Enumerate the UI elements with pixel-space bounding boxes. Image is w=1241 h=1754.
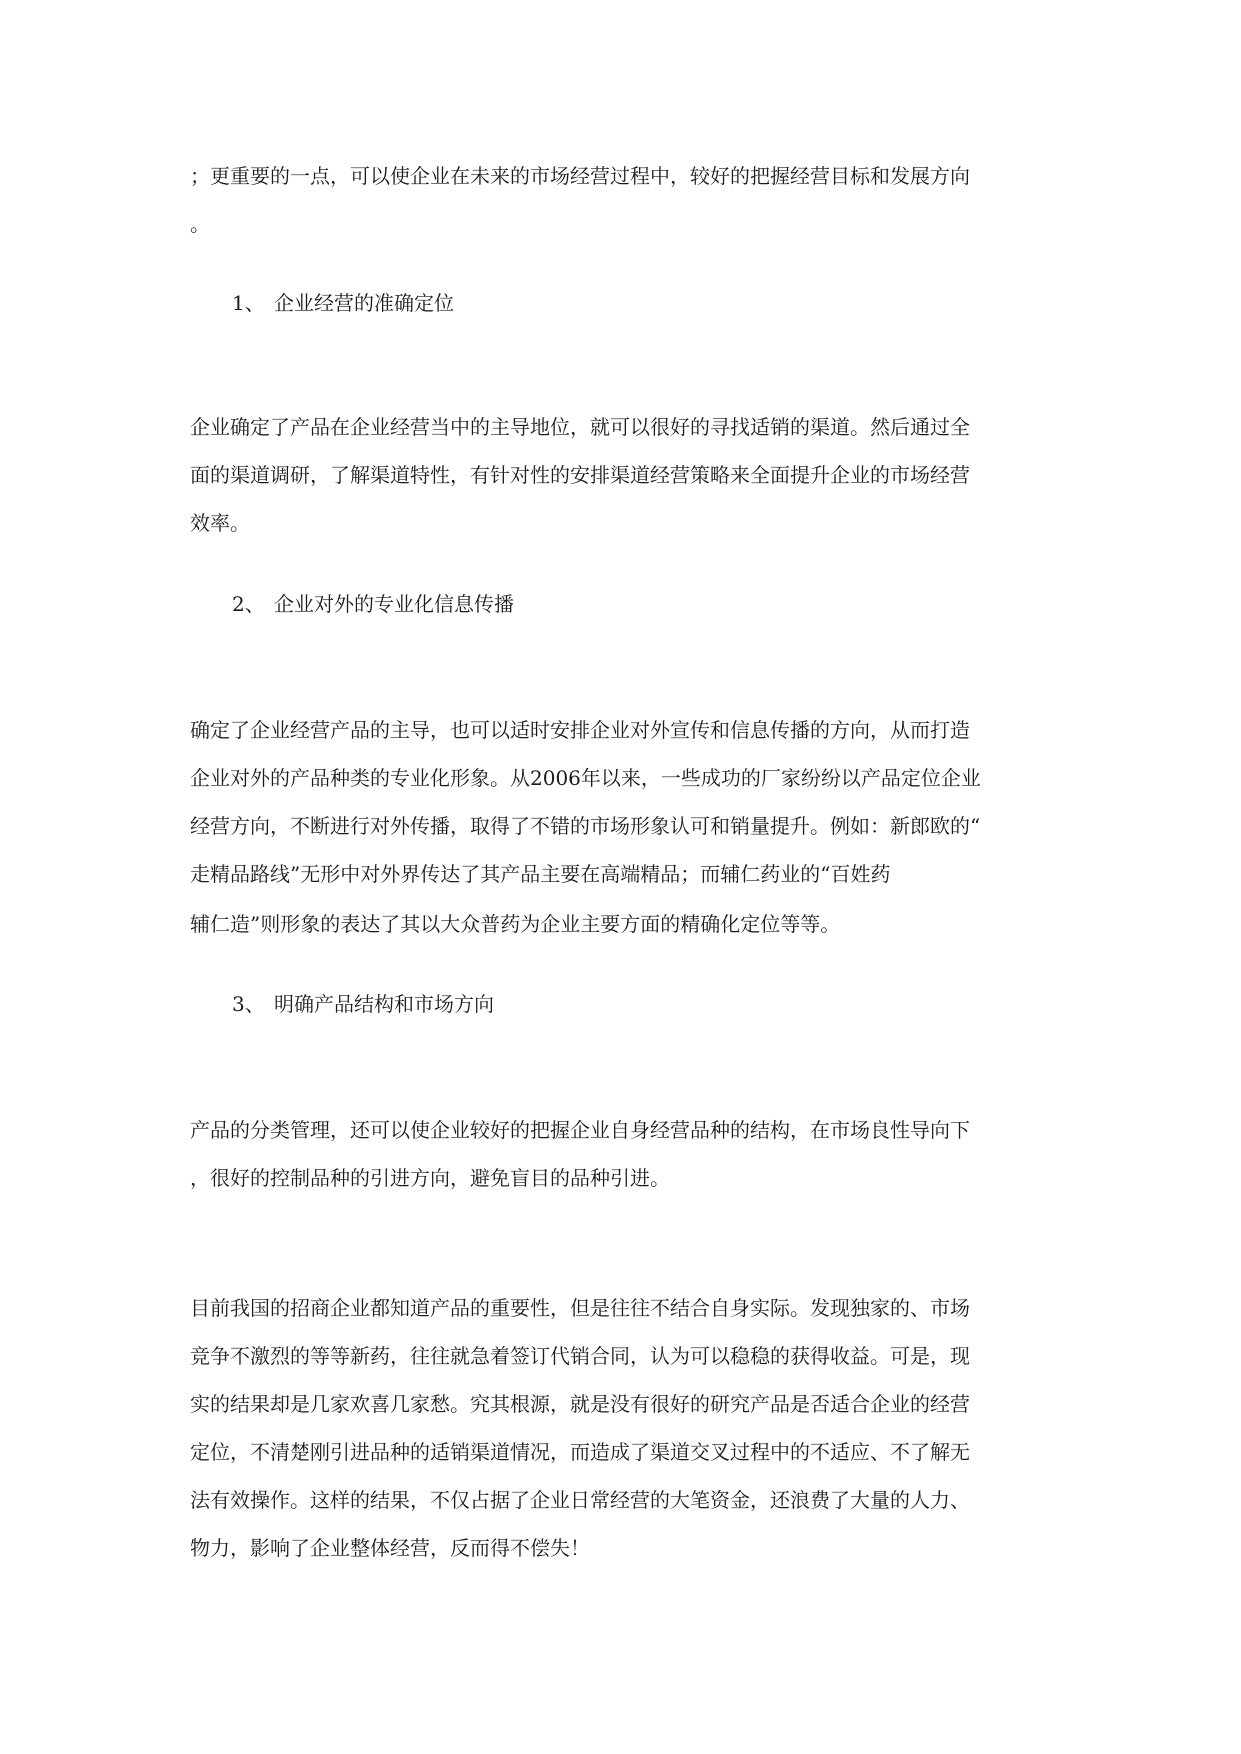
- paragraph-3-line: 产品的分类管理，还可以使企业较好的把握企业自身经营品种的结构，在市场良性导向下: [190, 1118, 970, 1142]
- paragraph-4-line: 目前我国的招商企业都知道产品的重要性，但是往往不结合自身实际。发现独家的、市场: [190, 1296, 970, 1320]
- paragraph-1-line: 效率。: [190, 511, 250, 535]
- paragraph-2-line: 走精品路线”无形中对外界传达了其产品主要在高端精品；而辅仁药业的“百姓药: [190, 862, 891, 886]
- paragraph-1-line: 面的渠道调研，了解渠道特性，有针对性的安排渠道经营策略来全面提升企业的市场经营: [190, 463, 970, 487]
- heading-text: 明确产品结构和市场方向: [274, 992, 494, 1016]
- heading-number: 3、: [232, 992, 265, 1016]
- heading-number: 1、: [232, 291, 265, 315]
- paragraph-4-line: 物力，影响了企业整体经营，反而得不偿失！: [190, 1536, 590, 1560]
- heading-text: 企业经营的准确定位: [274, 291, 454, 315]
- paragraph-4-line: 竞争不激烈的等等新药，往往就急着签订代销合同，认为可以稳稳的获得收益。可是，现: [190, 1344, 970, 1368]
- paragraph-intro-line: 。: [190, 212, 210, 236]
- paragraph-3-line: ，很好的控制品种的引进方向，避免盲目的品种引进。: [190, 1166, 670, 1190]
- paragraph-2-line: 企业对外的产品种类的专业化形象。从2006年以来，一些成功的厂家纷纷以产品定位企业: [190, 766, 981, 790]
- paragraph-intro-line: ；更重要的一点，可以使企业在未来的市场经营过程中，较好的把握经营目标和发展方向: [190, 164, 970, 188]
- section-heading-2: [232, 591, 1112, 617]
- paragraph-2-line: 确定了企业经营产品的主导，也可以适时安排企业对外宣传和信息传播的方向，从而打造: [190, 718, 970, 742]
- section-heading-3: [232, 991, 1112, 1017]
- paragraph-4-line: 定位，不清楚刚引进品种的适销渠道情况，而造成了渠道交叉过程中的不适应、不了解无: [190, 1440, 970, 1464]
- paragraph-4-line: 实的结果却是几家欢喜几家愁。究其根源，就是没有很好的研究产品是否适合企业的经营: [190, 1392, 970, 1416]
- section-heading-1: [232, 290, 1112, 316]
- paragraph-2-line: 经营方向，不断进行对外传播，取得了不错的市场形象认可和销量提升。例如：新郎欧的“: [190, 814, 981, 838]
- paragraph-2-line: 辅仁造”则形象的表达了其以大众普药为企业主要方面的精确化定位等等。: [190, 912, 841, 936]
- paragraph-1-line: 企业确定了产品在企业经营当中的主导地位，就可以很好的寻找适销的渠道。然后通过全: [190, 415, 970, 439]
- heading-text: 企业对外的专业化信息传播: [274, 592, 514, 616]
- heading-number: 2、: [232, 592, 265, 616]
- paragraph-4-line: 法有效操作。这样的结果，不仅占据了企业日常经营的大笔资金，还浪费了大量的人力、: [190, 1488, 970, 1512]
